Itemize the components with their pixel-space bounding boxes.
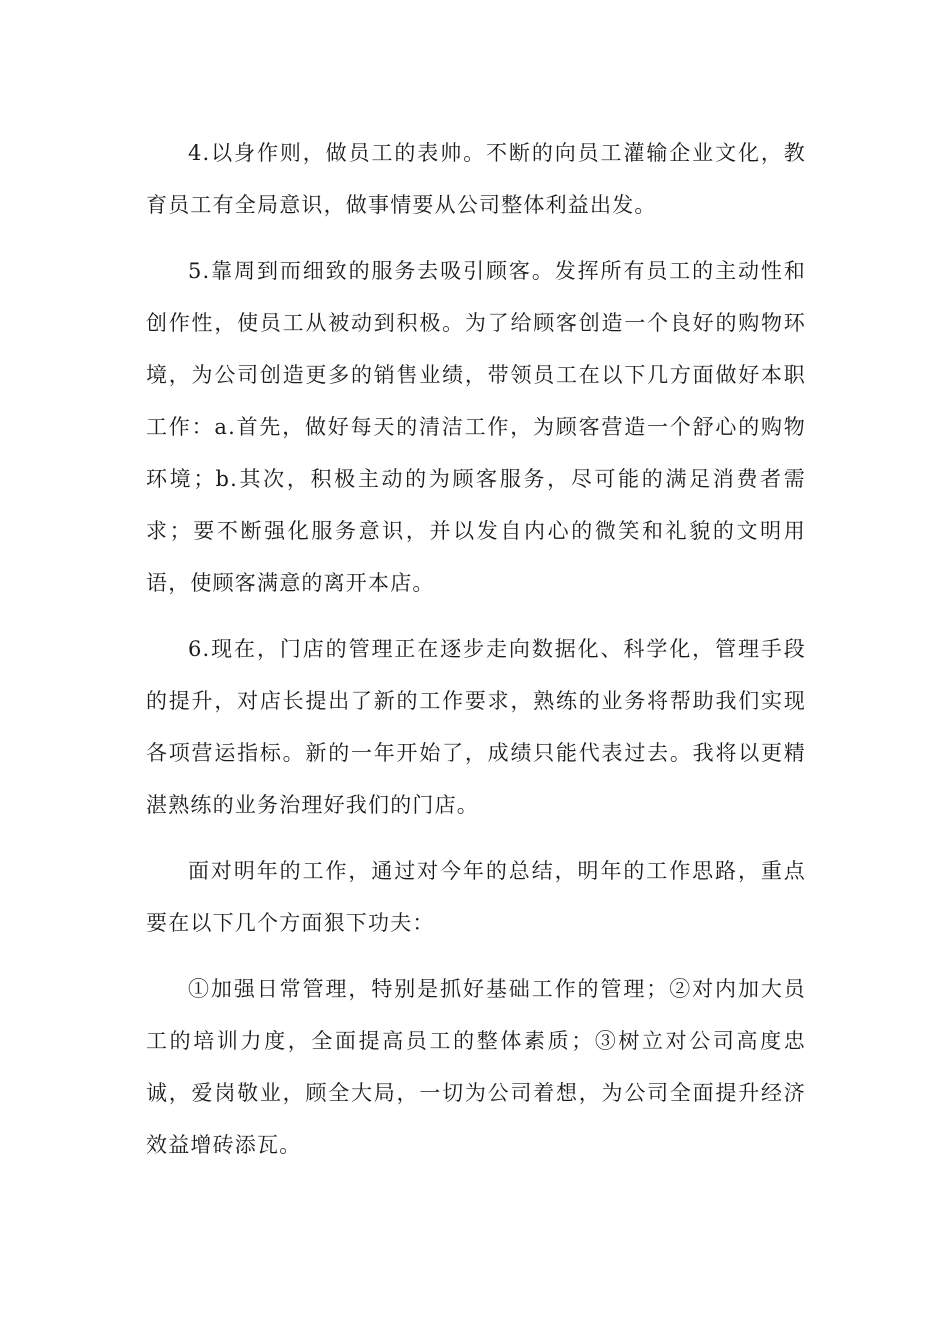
- document-page: [146, 127, 806, 1185]
- paragraph-next-year-intro: 面对明年的工作，通过对今年的总结，明年的工作思路，重点要在以下几个方面狠下功夫：: [146, 859, 806, 935]
- paragraph-item-4: 4.以身作则，做员工的表帅。不断的向员工灌输企业文化，教育员工有全局意识，做事情要从公司整体利益出发。: [146, 141, 806, 217]
- paragraph-item-6: 6.现在，门店的管理正在逐步走向数据化、科学化，管理手段的提升，对店长提出了新的工作要求，熟练的业务将帮助我们实现各项营运指标。新的一年开始了，成绩只能代表过去。我将以更精湛熟练的业务治理好我们的门店。: [146, 637, 806, 817]
- paragraph-item-5: 5.靠周到而细致的服务去吸引顾客。发挥所有员工的主动性和创作性，使员工从被动到积极。为了给顾客创造一个良好的购物环境，为公司创造更多的销售业绩，带领员工在以下几方面做好本职工作：a.首先，做好每天的清洁工作，为顾客营造一个舒心的购物环境；b.其次，积极主动的为顾客服务，尽可能的满足消费者需求；要不断强化服务意识，并以发自内心的微笑和礼貌的文明用语，使顾客满意的离开本店。: [146, 259, 806, 595]
- paragraph-next-year-points: ①加强日常管理，特别是抓好基础工作的管理；②对内加大员工的培训力度，全面提高员工的整体素质；③树立对公司高度忠诚，爱岗敬业，顾全大局，一切为公司着想，为公司全面提升经济效益增砖添瓦。: [146, 977, 806, 1157]
